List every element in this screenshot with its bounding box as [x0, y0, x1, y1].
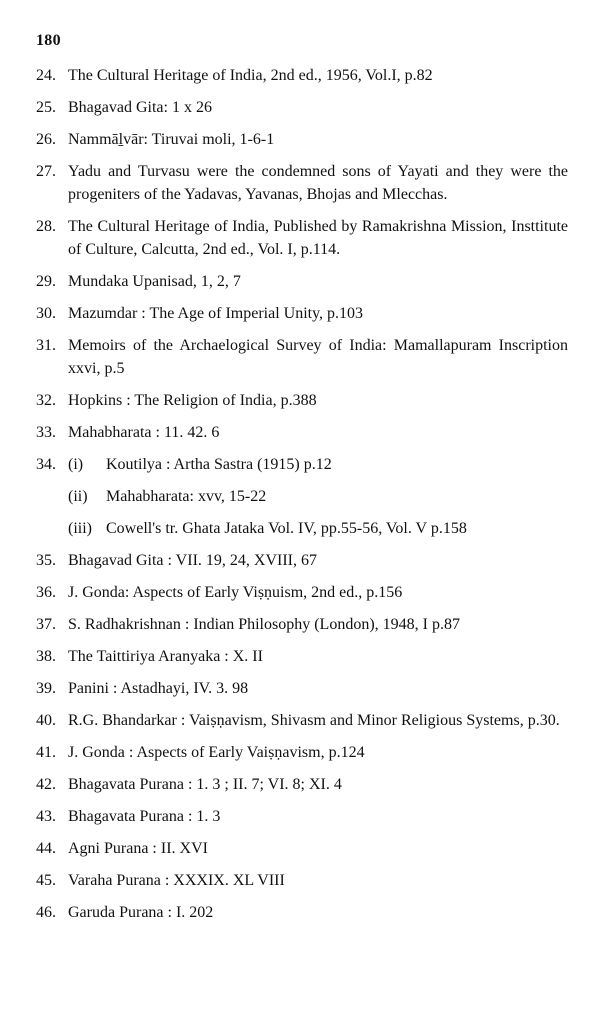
note-number: 44. [36, 840, 56, 857]
note-number: 32. [36, 392, 56, 409]
endnote-33 [36, 421, 568, 444]
note-number: 28. [36, 218, 56, 235]
note-number: 33. [36, 424, 56, 441]
endnote-46 [36, 901, 568, 924]
note-number: 24. [36, 67, 56, 84]
sub-note-iii [68, 517, 568, 540]
note-number: 36. [36, 584, 56, 601]
sub-note-text: Mahabharata: xvv, 15-22 [106, 488, 267, 505]
endnote-27 [36, 160, 568, 206]
endnote-29 [36, 270, 568, 293]
note-text: Bhagavad Gita : VII. 19, 24, XVIII, 67 [68, 552, 317, 569]
note-number: 30. [36, 305, 56, 322]
endnote-32 [36, 389, 568, 412]
sub-note-ii [68, 485, 568, 508]
endnote-24 [36, 64, 568, 87]
note-text: The Taittiriya Aranyaka : X. II [68, 648, 263, 665]
note-number: 39. [36, 680, 56, 697]
note-text: Bhagavata Purana : 1. 3 ; II. 7; VI. 8; XI. 4 [68, 776, 342, 793]
endnote-39 [36, 677, 568, 700]
endnote-43 [36, 805, 568, 828]
endnote-28 [36, 215, 568, 261]
note-text: Garuda Purana : I. 202 [68, 904, 214, 921]
note-number: 25. [36, 99, 56, 116]
note-text: Mundaka Upanisad, 1, 2, 7 [68, 273, 241, 290]
sub-note-tag: (i) [68, 456, 84, 473]
note-text: Bhagavata Purana : 1. 3 [68, 808, 221, 825]
note-text: J. Gonda: Aspects of Early Viṣṇuism, 2nd ed., p.156 [68, 584, 403, 601]
page-number: 180 [36, 32, 61, 49]
endnote-37 [36, 613, 568, 636]
note-text: Memoirs of the Archaelogical Survey of India: Mamallapuram Inscription xxvi, p.5 [68, 337, 568, 377]
endnote-25 [36, 96, 568, 119]
note-number: 37. [36, 616, 56, 633]
endnotes-list [36, 64, 568, 933]
note-number: 40. [36, 712, 56, 729]
note-number: 43. [36, 808, 56, 825]
note-number: 38. [36, 648, 56, 665]
sub-note-i [68, 453, 568, 476]
sub-note-text: Cowell's tr. Ghata Jataka Vol. IV, pp.55-56, Vol. V p.158 [106, 520, 467, 537]
note-number: 29. [36, 273, 56, 290]
note-text: Mazumdar : The Age of Imperial Unity, p.103 [68, 305, 364, 322]
note-number: 27. [36, 163, 56, 180]
note-number: 42. [36, 776, 56, 793]
endnote-38 [36, 645, 568, 668]
endnote-35 [36, 549, 568, 572]
note-number: 26. [36, 131, 56, 148]
note-text: Mahabharata : 11. 42. 6 [68, 424, 220, 441]
note-text: J. Gonda : Aspects of Early Vaiṣṇavism, p.124 [68, 744, 365, 761]
note-text: S. Radhakrishnan : Indian Philosophy (London), 1948, I p.87 [68, 616, 460, 633]
endnote-36 [36, 581, 568, 604]
endnote-31 [36, 334, 568, 380]
note-number: 46. [36, 904, 56, 921]
sub-note-tag: (iii) [68, 520, 92, 537]
note-text: Yadu and Turvasu were the condemned sons of Yayati and they were the progeniters of the Yadavas, Yavanas, Bhojas and Mlecchas. [68, 163, 568, 203]
endnote-45 [36, 869, 568, 892]
note-text: The Cultural Heritage of India, Published by Ramakrishna Mission, Insttitute of Culture, Calcutta, 2nd ed., Vol. I, p.114. [68, 218, 568, 258]
endnote-30 [36, 302, 568, 325]
note-text: R.G. Bhandarkar : Vaiṣṇavism, Shivasm and Minor Religious Systems, p.30. [68, 712, 560, 729]
endnote-42 [36, 773, 568, 796]
endnote-44 [36, 837, 568, 860]
note-text: Panini : Astadhayi, IV. 3. 98 [68, 680, 249, 697]
note-number: 34. [36, 456, 56, 473]
endnote-34 [36, 453, 568, 540]
note-text: Varaha Purana : XXXIX. XL VIII [68, 872, 285, 889]
endnote-26 [36, 128, 568, 151]
note-text: Hopkins : The Religion of India, p.388 [68, 392, 317, 409]
note-number: 45. [36, 872, 56, 889]
endnote-40 [36, 709, 568, 732]
endnote-41 [36, 741, 568, 764]
note-number: 35. [36, 552, 56, 569]
note-text: The Cultural Heritage of India, 2nd ed., 1956, Vol.I, p.82 [68, 67, 433, 84]
note-number: 31. [36, 337, 56, 354]
note-text: Agni Purana : II. XVI [68, 840, 208, 857]
note-text: Bhagavad Gita: 1 x 26 [68, 99, 212, 116]
sub-note-tag: (ii) [68, 488, 88, 505]
sub-note-list [68, 453, 568, 540]
sub-note-text: Koutilya : Artha Sastra (1915) p.12 [106, 456, 332, 473]
note-number: 41. [36, 744, 56, 761]
note-text: Nammāḻvār: Tiruvai moli, 1-6-1 [68, 131, 275, 148]
